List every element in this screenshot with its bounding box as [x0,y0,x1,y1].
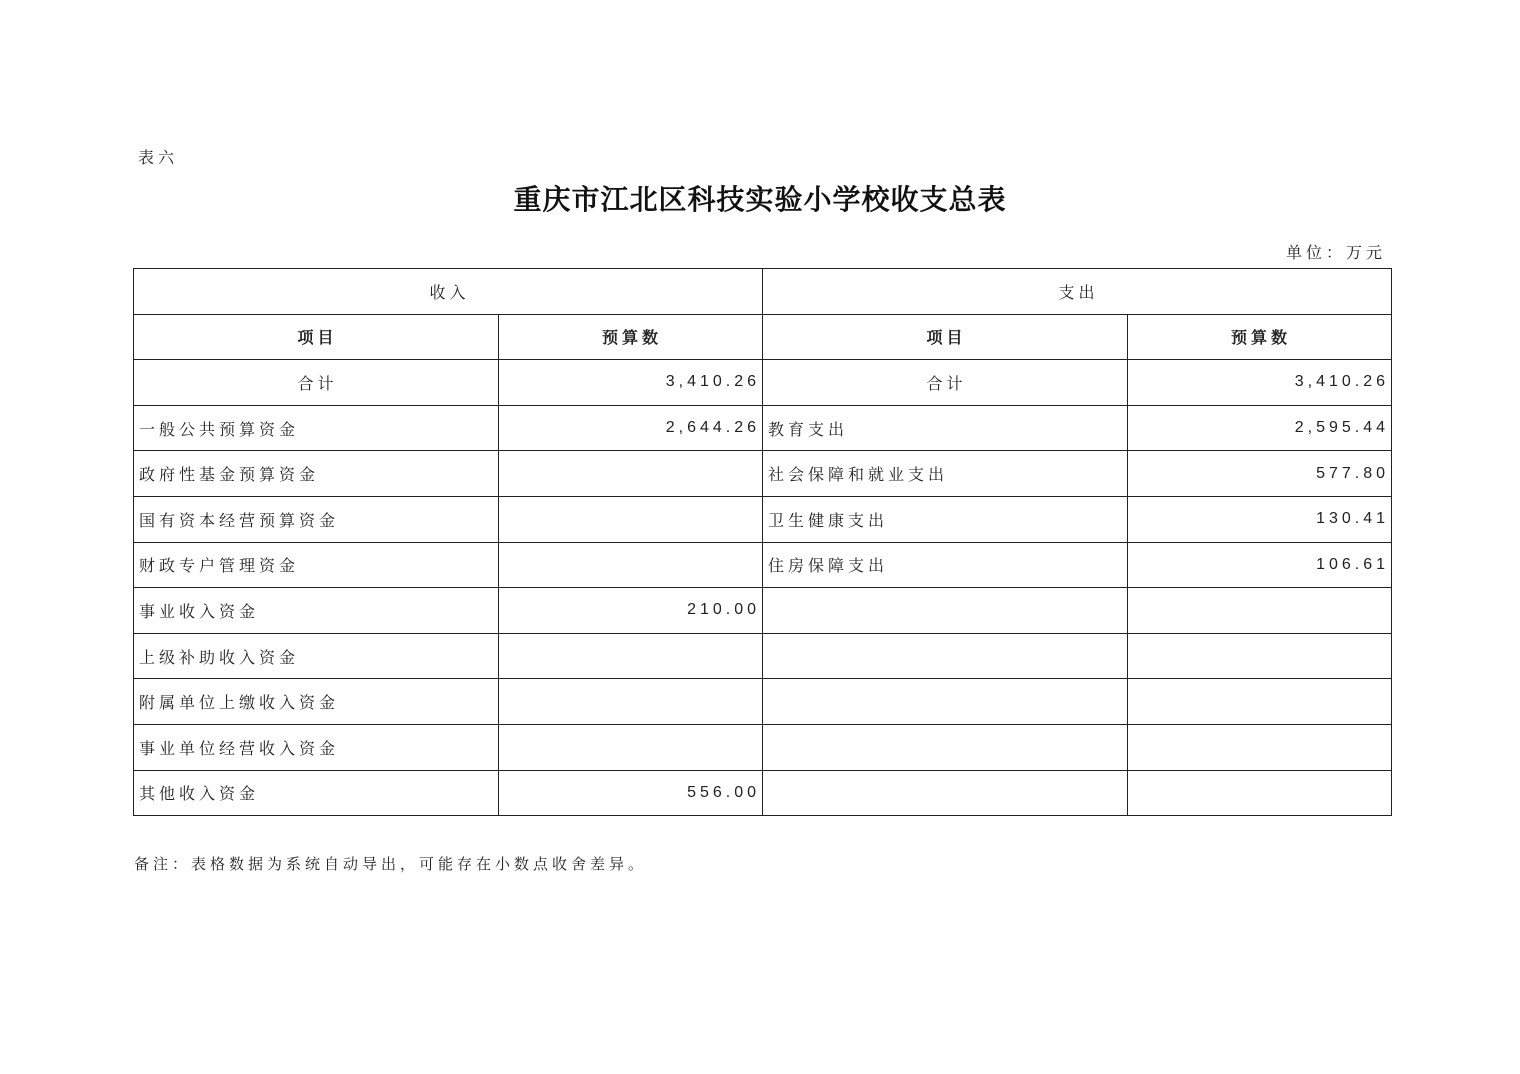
total-row [134,360,1392,406]
expense-total-value: 3,410.26 [1128,360,1392,406]
expense-item: 住房保障支出 [763,542,1128,588]
income-value: 210.00 [499,588,763,634]
table-row [134,724,1392,770]
page-title: 重庆市江北区科技实验小学校收支总表 [513,183,1007,216]
table-row [134,451,1392,497]
expense-item: 教育支出 [763,405,1128,451]
expense-value [1128,679,1392,725]
income-item: 政府性基金预算资金 [134,451,499,497]
column-header-row [134,314,1392,360]
income-item-col-header: 项目 [134,314,499,360]
income-value: 556.00 [499,770,763,816]
unit-note: 单位：万元 [1285,243,1386,262]
income-value [499,496,763,542]
expense-value [1128,770,1392,816]
expense-item [763,724,1128,770]
expense-item [763,588,1128,634]
table-row [134,588,1392,634]
expense-item [763,633,1128,679]
table-row [134,496,1392,542]
expense-value: 130.41 [1128,496,1392,542]
expense-value: 106.61 [1128,542,1392,588]
income-item: 国有资本经营预算资金 [134,496,499,542]
income-budget-col-header: 预算数 [499,314,763,360]
expense-total-label: 合计 [763,360,1128,406]
income-item: 事业单位经营收入资金 [134,724,499,770]
footnote: 备注：表格数据为系统自动导出，可能存在小数点收舍差异。 [134,855,648,873]
income-value [499,451,763,497]
expense-header: 支出 [763,269,1392,315]
budget-table [133,268,1392,816]
income-value [499,633,763,679]
table-row [134,633,1392,679]
expense-value [1128,588,1392,634]
income-item: 附属单位上缴收入资金 [134,679,499,725]
income-header: 收入 [134,269,763,315]
income-item: 一般公共预算资金 [134,405,499,451]
table-row [134,542,1392,588]
expense-item [763,770,1128,816]
income-value [499,724,763,770]
budget-table-body [134,269,1392,816]
expense-value [1128,724,1392,770]
income-value [499,542,763,588]
expense-value: 2,595.44 [1128,405,1392,451]
section-header-row [134,269,1392,315]
income-value: 2,644.26 [499,405,763,451]
table-row [134,405,1392,451]
income-item: 其他收入资金 [134,770,499,816]
expense-value: 577.80 [1128,451,1392,497]
expense-budget-col-header: 预算数 [1128,314,1392,360]
expense-item: 社会保障和就业支出 [763,451,1128,497]
income-value [499,679,763,725]
expense-item-col-header: 项目 [763,314,1128,360]
income-item: 事业收入资金 [134,588,499,634]
table-row [134,679,1392,725]
table-label: 表六 [138,148,179,167]
table-row [134,770,1392,816]
income-total-value: 3,410.26 [499,360,763,406]
expense-item [763,679,1128,725]
income-item: 上级补助收入资金 [134,633,499,679]
expense-item: 卫生健康支出 [763,496,1128,542]
income-total-label: 合计 [134,360,499,406]
expense-value [1128,633,1392,679]
income-item: 财政专户管理资金 [134,542,499,588]
